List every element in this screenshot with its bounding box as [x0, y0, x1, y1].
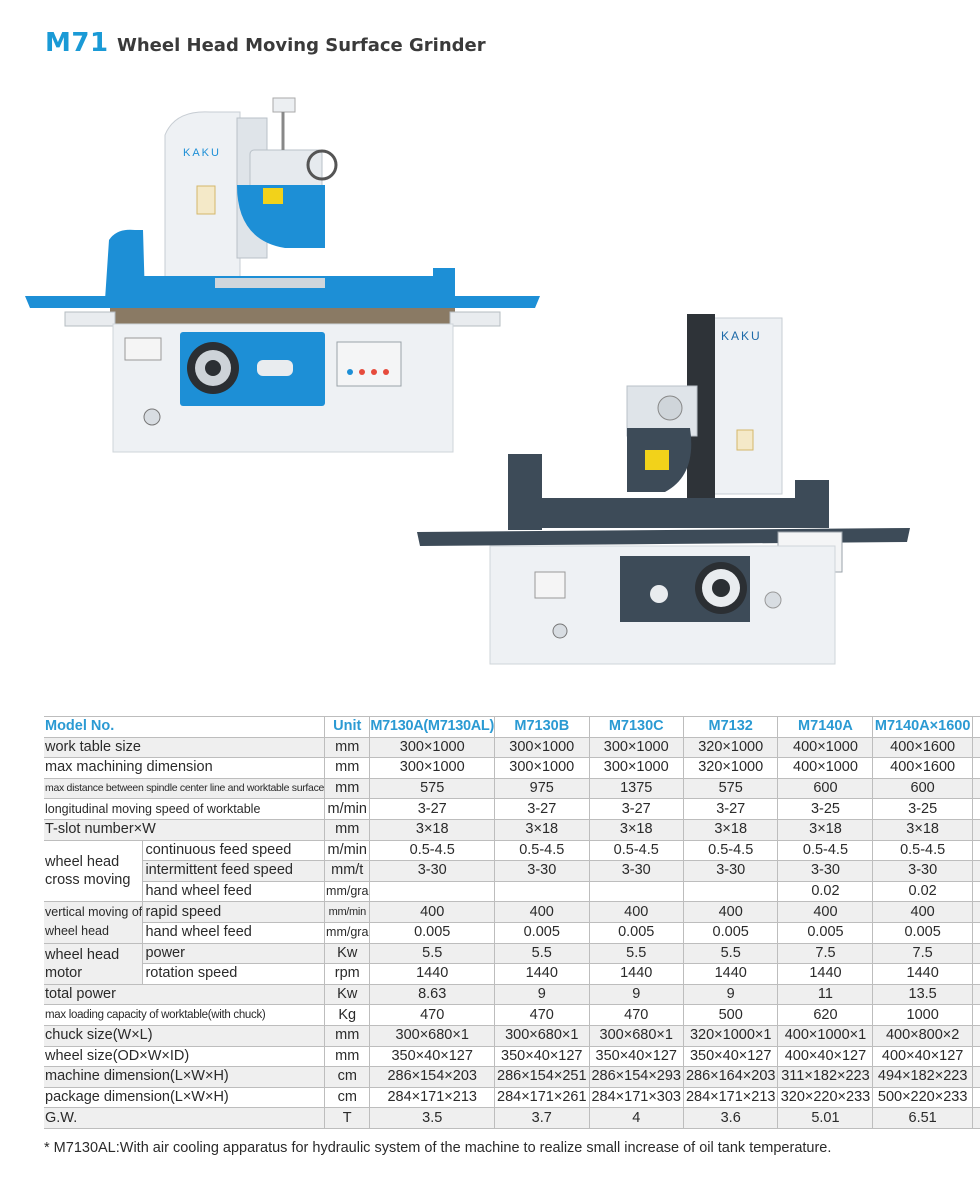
table-row: [44, 799, 980, 820]
row-group-label: vertical moving of wheel head: [44, 902, 143, 943]
row-label: total power: [44, 984, 325, 1005]
cell-value: 1440: [370, 964, 495, 985]
cell-value: 320×220×233: [778, 1087, 873, 1108]
cell-value: 470: [370, 1005, 495, 1026]
table-row: [44, 758, 980, 779]
row-label: longitudinal moving speed of worktable: [44, 799, 325, 820]
cell-value: 3-27: [495, 799, 589, 820]
row-unit: mm: [325, 758, 370, 779]
cell-value: 400×1600: [873, 737, 972, 758]
cell-value: 0.5-4.5: [589, 840, 683, 861]
row-label: hand wheel feed: [143, 881, 325, 902]
machine-photo-slate: [415, 310, 915, 670]
cell-value: 8.63: [370, 984, 495, 1005]
cell-value: 300×1000: [370, 737, 495, 758]
row-unit: mm: [325, 1025, 370, 1046]
row-label: continuous feed speed: [143, 840, 325, 861]
cell-value: 300×1000: [495, 758, 589, 779]
cell-value: 350×40×127: [495, 1046, 589, 1067]
table-row: [44, 881, 980, 902]
cell-value: 320×1000×1: [683, 1025, 777, 1046]
cell-value: 3×18: [683, 819, 777, 840]
row-label: power: [143, 943, 325, 964]
cell-value: 286×154×251: [495, 1067, 589, 1088]
cell-value: 400: [683, 902, 777, 923]
model-header: M7140A: [778, 717, 873, 738]
row-unit: rpm: [325, 964, 370, 985]
table-row: [44, 737, 980, 758]
cell-value: 400×800×2: [873, 1025, 972, 1046]
row-label: package dimension(L×W×H): [44, 1087, 325, 1108]
row-unit: Kw: [325, 943, 370, 964]
cell-value: 311×182×223: [778, 1067, 873, 1088]
cell-value: 5.5: [683, 943, 777, 964]
row-unit: mm/gra: [325, 881, 370, 902]
cell-value: 0.005: [683, 922, 777, 943]
table-row: [44, 1025, 980, 1046]
cell-value: 600: [873, 778, 972, 799]
cell-value: 3-30: [589, 861, 683, 882]
cell-value: 3×18: [778, 819, 873, 840]
cell-value: 3-30: [495, 861, 589, 882]
row-unit: mm: [325, 778, 370, 799]
row-unit: Kg: [325, 1005, 370, 1026]
row-label: G.W.: [44, 1108, 325, 1129]
table-row: [44, 902, 980, 923]
table-row: [44, 984, 980, 1005]
cell-value: 13.5: [873, 984, 972, 1005]
table-row: [44, 819, 980, 840]
row-label: machine dimension(L×W×H): [44, 1067, 325, 1088]
row-group-label: wheel head cross moving: [44, 840, 143, 902]
cell-value: 9: [495, 984, 589, 1005]
cell-value: 284×171×261: [495, 1087, 589, 1108]
cell-value: 400×40×127: [873, 1046, 972, 1067]
brand-label: KAKU: [721, 329, 762, 343]
model-header: M7132: [683, 717, 777, 738]
cell-value: 1440: [495, 964, 589, 985]
cell-value: 1440: [778, 964, 873, 985]
cell-value: 300×680×1: [589, 1025, 683, 1046]
cell-value: 3-27: [589, 799, 683, 820]
cell-value: 5.01: [778, 1108, 873, 1129]
cell-value: 1000: [873, 1005, 972, 1026]
model-header: M7130C: [589, 717, 683, 738]
cell-value: 320×1000: [683, 737, 777, 758]
cell-value: 0.5-4.5: [778, 840, 873, 861]
row-unit: Kw: [325, 984, 370, 1005]
cell-value: 7.5: [778, 943, 873, 964]
brand-label: KAKU: [183, 147, 221, 159]
model-header: M7130B: [495, 717, 589, 738]
cell-value: 3-30: [873, 861, 972, 882]
cell-value: 3×18: [873, 819, 972, 840]
cell-value: 5.5: [495, 943, 589, 964]
cell-value: 286×154×203: [370, 1067, 495, 1088]
cell-value: 3×18: [495, 819, 589, 840]
cell-value: 3-30: [683, 861, 777, 882]
cell-value: 1375: [589, 778, 683, 799]
row-label: max loading capacity of worktable(with chuck): [44, 1005, 325, 1026]
cell-value: 284×171×213: [370, 1087, 495, 1108]
cell-value: 470: [589, 1005, 683, 1026]
page-title: [45, 28, 486, 58]
cell-value: 3.5: [370, 1108, 495, 1129]
model-header: M7140A×1600: [873, 717, 972, 738]
cell-value: 0.005: [495, 922, 589, 943]
row-unit: m/min: [325, 840, 370, 861]
row-label: intermittent feed speed: [143, 861, 325, 882]
cell-value: 400×1000×1: [778, 1025, 873, 1046]
row-unit: cm: [325, 1067, 370, 1088]
cell-value: 286×164×203: [683, 1067, 777, 1088]
cell-value: 300×1000: [370, 758, 495, 779]
cell-value: 3-27: [683, 799, 777, 820]
cell-value: 500×220×233: [873, 1087, 972, 1108]
cell-value: 6.51: [873, 1108, 972, 1129]
row-unit: mm: [325, 1046, 370, 1067]
cell-value: 0.5-4.5: [683, 840, 777, 861]
cell-value: 400: [495, 902, 589, 923]
row-label: rapid speed: [143, 902, 325, 923]
cell-value: 4: [589, 1108, 683, 1129]
table-row: [44, 1108, 980, 1129]
row-label: max machining dimension: [44, 758, 325, 779]
cell-value: 5.5: [589, 943, 683, 964]
cell-value: 350×40×127: [370, 1046, 495, 1067]
unit-header: Unit: [325, 717, 370, 738]
cell-value: 500: [683, 1005, 777, 1026]
product-name: Wheel Head Moving Surface Grinder: [117, 35, 486, 56]
cell-value: 400: [873, 902, 972, 923]
table-row: [44, 840, 980, 861]
table-row: [44, 1046, 980, 1067]
row-label: T-slot number×W: [44, 819, 325, 840]
cell-value: 300×680×1: [495, 1025, 589, 1046]
row-unit: mm/gra: [325, 922, 370, 943]
row-unit: mm/t: [325, 861, 370, 882]
cell-value: 3-30: [370, 861, 495, 882]
cell-value: 400×1600: [873, 758, 972, 779]
cell-value: 0.005: [873, 922, 972, 943]
cell-value: 620: [778, 1005, 873, 1026]
row-label: rotation speed: [143, 964, 325, 985]
cell-value: 0.5-4.5: [495, 840, 589, 861]
cell-value: 400×40×127: [778, 1046, 873, 1067]
spec-table: [44, 716, 980, 1129]
cell-value: 3-25: [778, 799, 873, 820]
cell-value: 400×1000: [778, 737, 873, 758]
row-label: wheel size(OD×W×ID): [44, 1046, 325, 1067]
row-label: work table size: [44, 737, 325, 758]
cell-value: 350×40×127: [683, 1046, 777, 1067]
cell-value: 11: [778, 984, 873, 1005]
row-unit: mm: [325, 737, 370, 758]
cell-value: 0.005: [370, 922, 495, 943]
cell-value: 494×182×223: [873, 1067, 972, 1088]
cell-value: 7.5: [873, 943, 972, 964]
cell-value: 284×171×303: [589, 1087, 683, 1108]
table-row: [44, 943, 980, 964]
cell-value: 3.7: [495, 1108, 589, 1129]
cell-value: 3.6: [683, 1108, 777, 1129]
cell-value: 1440: [683, 964, 777, 985]
cell-value: 1440: [873, 964, 972, 985]
cell-value: 400: [778, 902, 873, 923]
table-row: [44, 964, 980, 985]
table-row: [44, 861, 980, 882]
row-unit: mm: [325, 819, 370, 840]
cell-value: 400×1000: [778, 758, 873, 779]
cell-value: 300×1000: [589, 758, 683, 779]
row-unit: mm/min: [325, 902, 370, 923]
row-label: max distance between spindle center line and worktable surface: [44, 778, 325, 799]
table-header-row: [44, 717, 980, 738]
row-unit: cm: [325, 1087, 370, 1108]
cell-value: 975: [495, 778, 589, 799]
cell-value: [683, 881, 777, 902]
cell-value: 400: [589, 902, 683, 923]
cell-value: 600: [778, 778, 873, 799]
model-series: M71: [45, 28, 109, 58]
cell-value: 5.5: [370, 943, 495, 964]
cell-value: 575: [683, 778, 777, 799]
cell-value: 350×40×127: [589, 1046, 683, 1067]
table-row: [44, 1005, 980, 1026]
cell-value: 3-30: [778, 861, 873, 882]
row-label: chuck size(W×L): [44, 1025, 325, 1046]
cell-value: 400: [370, 902, 495, 923]
model-header: M7130A(M7130AL): [370, 717, 495, 738]
cell-value: 300×1000: [589, 737, 683, 758]
cell-value: 286×154×293: [589, 1067, 683, 1088]
cell-value: 3-25: [873, 799, 972, 820]
cell-value: 1440: [589, 964, 683, 985]
row-group-label: wheel head motor: [44, 943, 143, 984]
footnote: * M7130AL:With air cooling apparatus for hydraulic system of the machine to realize small increase of oil tank temperature.: [44, 1140, 832, 1156]
cell-value: 3×18: [589, 819, 683, 840]
cell-value: [589, 881, 683, 902]
row-unit: m/min: [325, 799, 370, 820]
cell-value: 284×171×213: [683, 1087, 777, 1108]
row-label: hand wheel feed: [143, 922, 325, 943]
cell-value: 3×18: [370, 819, 495, 840]
table-row: [44, 1067, 980, 1088]
cell-value: 300×680×1: [370, 1025, 495, 1046]
cell-value: [495, 881, 589, 902]
cell-value: 0.02: [873, 881, 972, 902]
cell-value: 3-27: [370, 799, 495, 820]
cell-value: 320×1000: [683, 758, 777, 779]
table-row: [44, 922, 980, 943]
row-unit: T: [325, 1108, 370, 1129]
cell-value: 0.5-4.5: [370, 840, 495, 861]
cell-value: 575: [370, 778, 495, 799]
model-no-header: Model No.: [44, 717, 325, 738]
cell-value: 0.5-4.5: [873, 840, 972, 861]
table-row: [44, 778, 980, 799]
cell-value: 470: [495, 1005, 589, 1026]
cell-value: 0.005: [589, 922, 683, 943]
cell-value: 300×1000: [495, 737, 589, 758]
cell-value: 9: [589, 984, 683, 1005]
cell-value: [370, 881, 495, 902]
cell-value: 0.005: [778, 922, 873, 943]
cell-value: 0.02: [778, 881, 873, 902]
cell-value: 9: [683, 984, 777, 1005]
table-row: [44, 1087, 980, 1108]
